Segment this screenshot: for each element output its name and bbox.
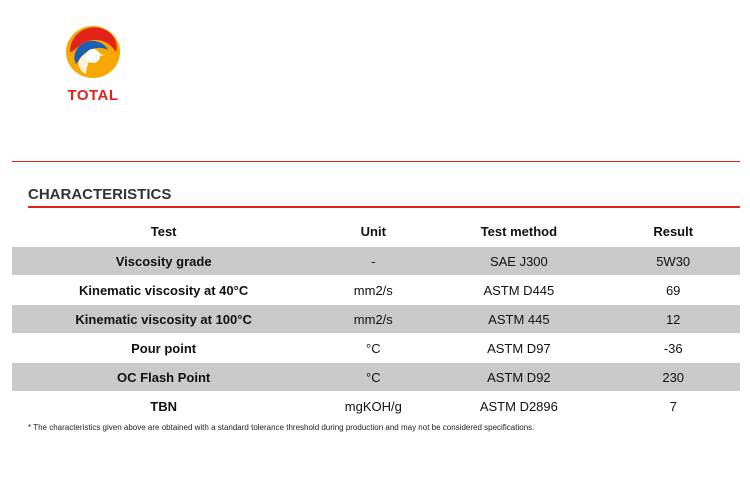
cell-test: Kinematic viscosity at 40°C: [12, 276, 315, 305]
cell-unit: °C: [315, 363, 431, 392]
table-row: [12, 305, 740, 334]
cell-method: ASTM D97: [431, 334, 606, 363]
table-row: [12, 276, 740, 305]
cell-method: ASTM 445: [431, 305, 606, 334]
total-swirl-icon: [64, 22, 122, 82]
table-row: [12, 247, 740, 276]
cell-test: Kinematic viscosity at 100°C: [12, 305, 315, 334]
header-test: Test: [150, 223, 177, 239]
cell-test: TBN: [12, 392, 315, 421]
header-test-method: Test method: [480, 223, 558, 239]
footnote: * The characteristics given above are obtained with a standard tolerance threshold during production and may not be considered specifications.: [28, 423, 535, 432]
cell-result: 230: [606, 363, 740, 392]
total-logo: [58, 22, 130, 112]
top-divider: [12, 161, 740, 162]
cell-unit: mgKOH/g: [315, 392, 431, 421]
table-row: [12, 392, 740, 421]
brand-name: TOTAL: [67, 87, 119, 104]
cell-unit: -: [315, 247, 431, 276]
cell-unit: mm2/s: [315, 305, 431, 334]
title-underline: [28, 206, 740, 208]
cell-test: OC Flash Point: [12, 363, 315, 392]
cell-method: SAE J300: [431, 247, 606, 276]
characteristics-table: [12, 216, 740, 420]
header-unit: Unit: [360, 223, 386, 239]
table-header-row: [12, 216, 740, 247]
cell-test: Viscosity grade: [12, 247, 315, 276]
cell-unit: mm2/s: [315, 276, 431, 305]
cell-unit: °C: [315, 334, 431, 363]
table-row: [12, 334, 740, 363]
header-result: Result: [653, 223, 694, 239]
section-title: CHARACTERISTICS: [28, 186, 172, 203]
cell-result: 7: [606, 392, 740, 421]
table-row: [12, 363, 740, 392]
cell-method: ASTM D2896: [431, 392, 606, 421]
cell-method: ASTM D445: [431, 276, 606, 305]
cell-result: 12: [606, 305, 740, 334]
cell-result: -36: [606, 334, 740, 363]
cell-result: 69: [606, 276, 740, 305]
cell-method: ASTM D92: [431, 363, 606, 392]
cell-result: 5W30: [606, 247, 740, 276]
cell-test: Pour point: [12, 334, 315, 363]
